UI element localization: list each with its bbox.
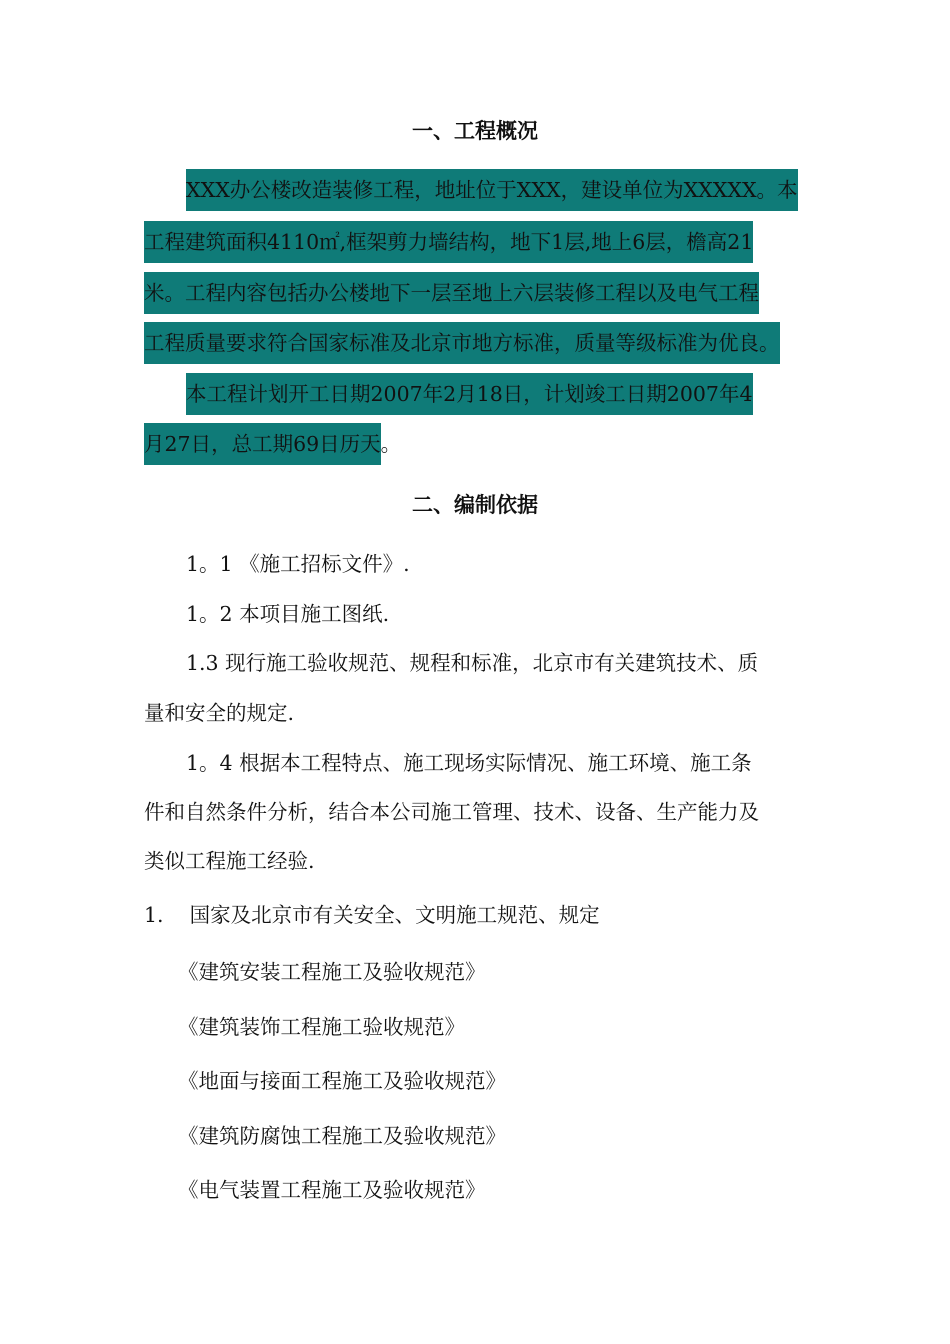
basis-item-1-2: 1。2 本项目施工图纸.	[186, 602, 390, 626]
basis-item-1-4: 1。4 根据本工程特点、施工现场实际情况、施工环境、施工条	[186, 751, 752, 775]
reference-4: 《建筑防腐蚀工程施工及验收规范》	[178, 1124, 506, 1148]
overview-line-4: 工程质量要求符合国家标准及北京市地方标准，质量等级标准为优良。	[144, 328, 780, 358]
overview-line-5: 本工程计划开工日期2007年2月18日，计划竣工日期2007年4	[186, 379, 753, 409]
basis-item-1-3-cont: 量和安全的规定.	[144, 701, 295, 725]
basis-item-safety: 1. 国家及北京市有关安全、文明施工规范、规定	[144, 903, 600, 927]
reference-2: 《建筑装饰工程施工验收规范》	[178, 1015, 465, 1039]
reference-3: 《地面与接面工程施工及验收规范》	[178, 1069, 506, 1093]
basis-item-1-1: 1。1 《施工招标文件》.	[186, 552, 410, 576]
reference-1: 《建筑安装工程施工及验收规范》	[178, 960, 486, 984]
section-2-title: 二、编制依据	[412, 493, 538, 517]
basis-item-1-4-cont-1: 件和自然条件分析，结合本公司施工管理、技术、设备、生产能力及	[144, 800, 759, 824]
reference-5: 《电气装置工程施工及验收规范》	[178, 1178, 486, 1202]
basis-item-1-3: 1.3 现行施工验收规范、规程和标准，北京市有关建筑技术、质	[186, 651, 759, 675]
basis-item-1-4-cont-2: 类似工程施工经验.	[144, 849, 315, 873]
trailing-period: 。	[380, 432, 402, 456]
overview-line-1: XXX办公楼改造装修工程，地址位于XXX，建设单位为XXXXX。本	[186, 175, 798, 205]
overview-line-2: 工程建筑面积4110㎡,框架剪力墙结构，地下1层,地上6层，檐高21	[144, 227, 753, 257]
section-1-title: 一、工程概况	[412, 119, 538, 143]
overview-line-6: 月27日，总工期69日历天。	[144, 429, 401, 459]
overview-line-3: 米。工程内容包括办公楼地下一层至地上六层装修工程以及电气工程	[144, 278, 759, 308]
